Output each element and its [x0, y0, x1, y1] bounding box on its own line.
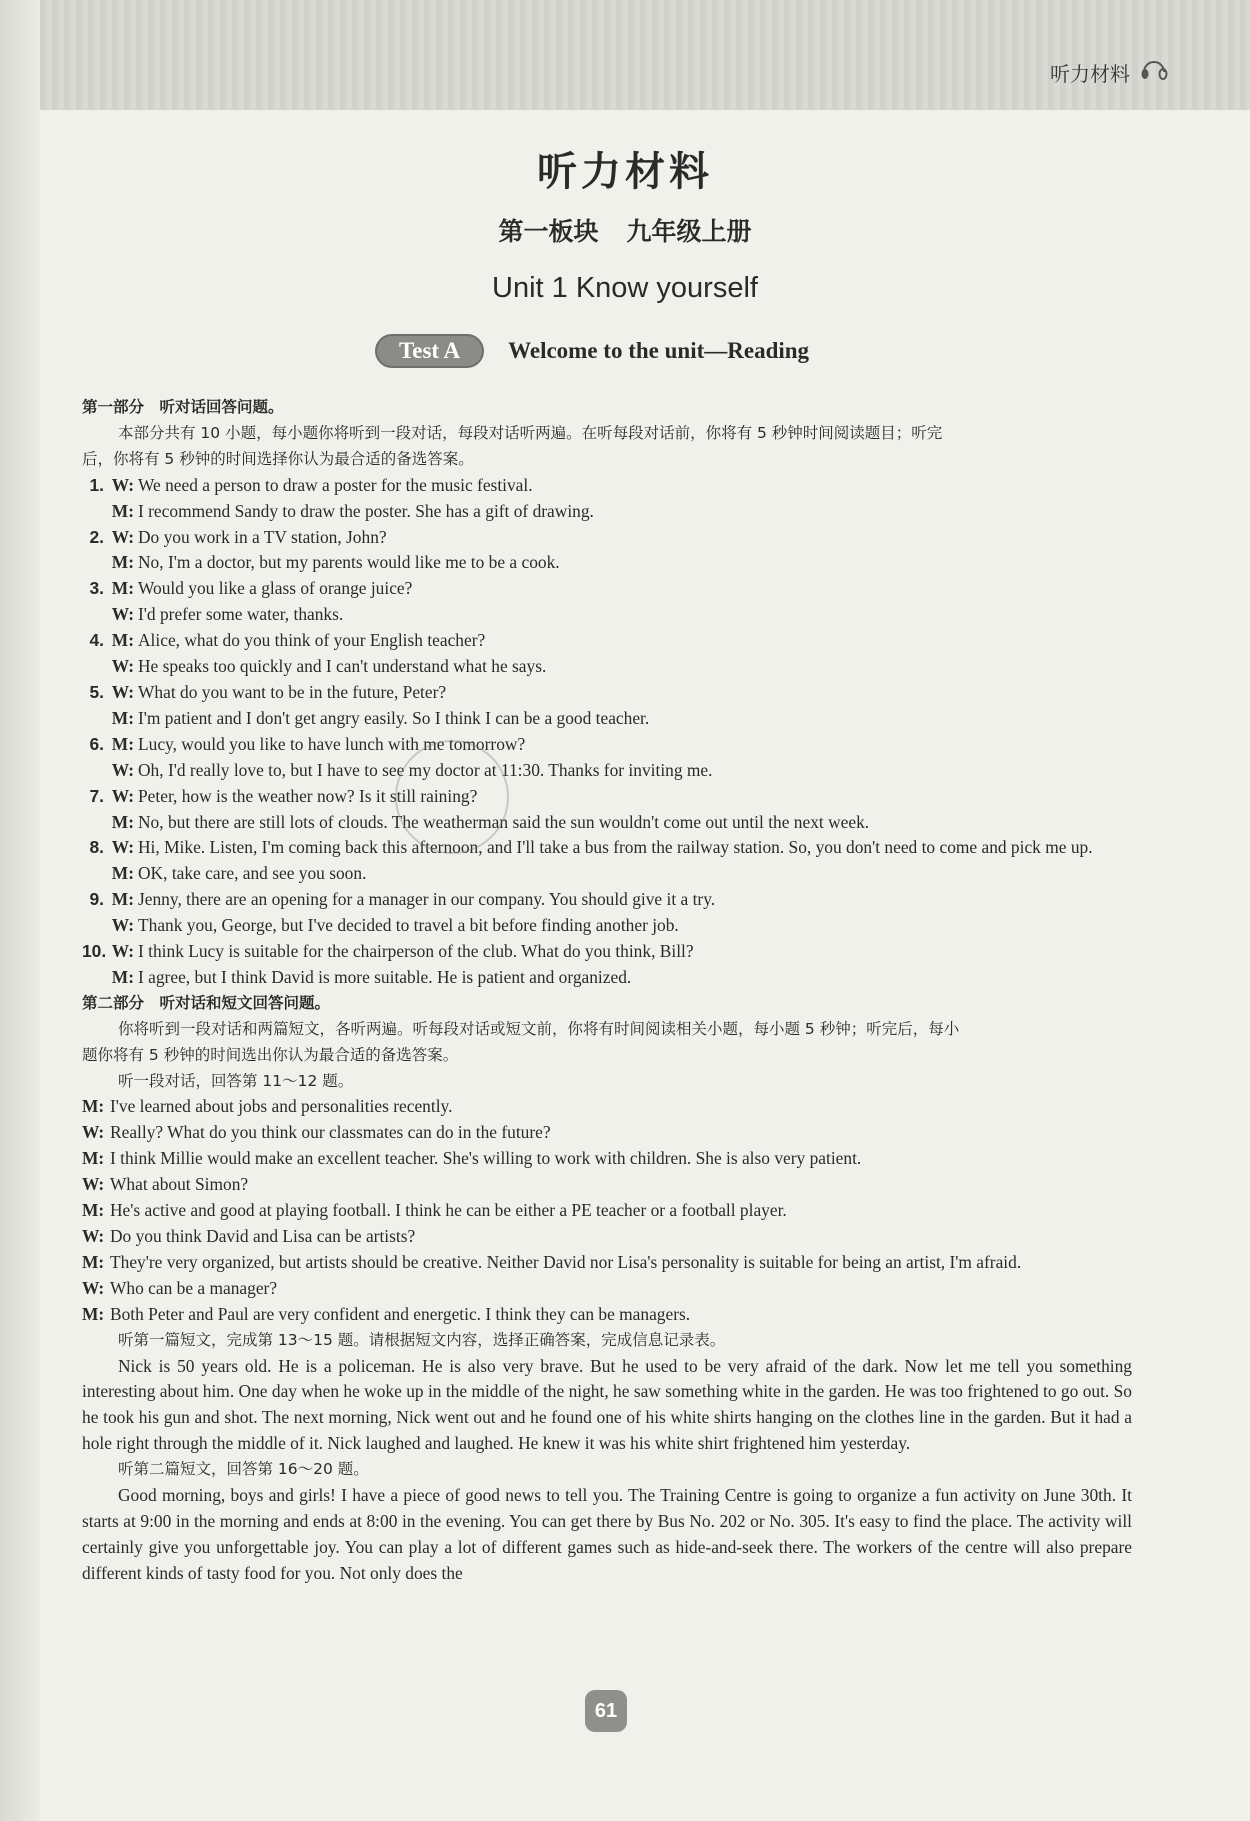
block-part: 第一板块	[498, 217, 599, 246]
passage1-text: Nick is 50 years old. He is a policeman. He is also very brave. But he used to be very afraid of the dark. Now let me tell you something interesting about him. One day when he woke up in the middle of the night, he saw something white in the garden. He was too frightened to go out. So he took his gun and shot. The next morning, Nick went out and he found one of his white shirts hanging on the clothes line in the garden. But it had a hole right through the middle of it. Nick laughed and laughed. He knew it was his white shirt frightened him yesterday.	[82, 1355, 1132, 1454]
question-line: 5. W: What do you want to be in the future, Peter?	[89, 681, 447, 702]
question-line: M: I recommend Sandy to draw the poster. She has a gift of drawing.	[111, 500, 594, 521]
question-line: 10. W: I think Lucy is suitable for the chairperson of the club. What do you think, Bill?	[82, 941, 694, 962]
question-line: M: OK, take care, and see you soon.	[111, 863, 367, 884]
question-line: M: No, but there are still lots of clouds. The weatherman said the sun wouldn't come out until the next week.	[111, 811, 870, 832]
question-list	[82, 473, 1132, 991]
page-title: 听力材料	[537, 149, 713, 195]
dialogue-line: M: I've learned about jobs and personalities recently.	[82, 1096, 453, 1117]
question-line: M: I'm patient and I don't get angry easily. So I think I can be a good teacher.	[111, 707, 650, 728]
part1-instructions-cont: 后，你将有 5 秒钟的时间选择你认为最合适的备选答案。	[82, 449, 474, 468]
dialogue-line: M: I think Millie would make an excellent teacher. She's willing to work with children. She is also very patient.	[82, 1148, 862, 1169]
question-line: 8. W: Hi, Mike. Listen, I'm coming back this afternoon, and I'll take a bus from the railway station. So, you don't need to come and pick me up.	[89, 837, 1093, 858]
part2-instructions: 你将听到一段对话和两篇短文，各听两遍。听每段对话或短文前，你将有时间阅读相关小题，每小题 5 秒钟；听完后，每小	[118, 1019, 960, 1038]
dialogue-line: W: Who can be a manager?	[82, 1277, 278, 1298]
question-line: 7. W: Peter, how is the weather now? Is it still raining?	[89, 785, 478, 806]
test-header	[375, 333, 809, 369]
question-line: 2. W: Do you work in a TV station, John?	[89, 526, 387, 547]
page-number: 61	[585, 1690, 627, 1732]
question-line: M: No, I'm a doctor, but my parents would like me to be a cook.	[111, 552, 560, 573]
header-band	[40, 0, 1250, 110]
part1-instructions: 本部分共有 10 小题，每小题你将听到一段对话，每段对话听两遍。在听每段对话前，你将有 5 秒钟时间阅读题目；听完	[118, 423, 943, 442]
dialogue-line: M: He's active and good at playing football. I think he can be either a PE teacher or a football player.	[82, 1200, 787, 1221]
question-line: W: He speaks too quickly and I can't understand what he says.	[111, 656, 547, 677]
listening-transcript	[82, 395, 1132, 1587]
passage2-intro: 听第二篇短文，回答第 16～20 题。	[118, 1460, 369, 1479]
headphones-icon	[1138, 52, 1170, 84]
dialogue	[82, 1094, 1132, 1327]
block-subtitle	[0, 212, 1250, 248]
dialogue-intro: 听一段对话，回答第 11～12 题。	[118, 1071, 354, 1090]
test-badge: Test A	[375, 334, 484, 368]
header-section-label: 听力材料	[1050, 62, 1130, 86]
unit-title: Unit 1 Know yourself	[492, 272, 758, 304]
block-book: 九年级上册	[626, 217, 752, 246]
question-line: M: I agree, but I think David is more suitable. He is patient and organized.	[111, 966, 632, 987]
question-line: W: Oh, I'd really love to, but I have to see my doctor at 11:30. Thanks for inviting me.	[111, 759, 713, 780]
part2-instructions-cont: 题你将有 5 秒钟的时间选出你认为最合适的备选答案。	[82, 1045, 459, 1064]
dialogue-line: M: Both Peter and Paul are very confident and energetic. I think they can be managers.	[82, 1303, 691, 1324]
part1-heading: 第一部分 听对话回答问题。	[82, 398, 284, 416]
question-line: 4. M: Alice, what do you think of your English teacher?	[89, 630, 486, 651]
dialogue-line: W: What about Simon?	[82, 1174, 249, 1195]
question-line: 1. W: We need a person to draw a poster for the music festival.	[89, 474, 533, 495]
question-line: W: Thank you, George, but I've decided to travel a bit before finding another job.	[111, 915, 679, 936]
question-line: 9. M: Jenny, there are an opening for a manager in our company. You should give it a try.	[89, 889, 716, 910]
question-line: W: I'd prefer some water, thanks.	[111, 604, 344, 625]
test-name: Welcome to the unit—Reading	[508, 338, 810, 363]
passage1-intro: 听第一篇短文，完成第 13～15 题。请根据短文内容，选择正确答案，完成信息记录表。	[118, 1330, 726, 1349]
passage2-text: Good morning, boys and girls! I have a piece of good news to tell you. The Training Centre is going to organize a fun activity on June 30th. It starts at 9:00 in the morning and ends at 8:00 in the evening. You can get there by Bus No. 202 or No. 305. It's easy to find the place. The activity will certainly give you unforgettable joy. You can play a lot of different games such as hide-and-seek there. The workers of the centre will also prepare different kinds of tasty food for you. Not only does the	[82, 1485, 1132, 1583]
question-line: 3. M: Would you like a glass of orange juice?	[89, 578, 413, 599]
dialogue-line: M: They're very organized, but artists should be creative. Neither David nor Lisa's personality is suitable for being an artist, I'm afraid.	[82, 1251, 1022, 1272]
dialogue-line: W: Really? What do you think our classmates can do in the future?	[82, 1122, 551, 1143]
question-line: 6. M: Lucy, would you like to have lunch with me tomorrow?	[89, 733, 526, 754]
watermark-stamp	[395, 740, 509, 854]
part2-heading: 第二部分 听对话和短文回答问题。	[82, 993, 331, 1012]
dialogue-line: W: Do you think David and Lisa can be artists?	[82, 1226, 416, 1246]
